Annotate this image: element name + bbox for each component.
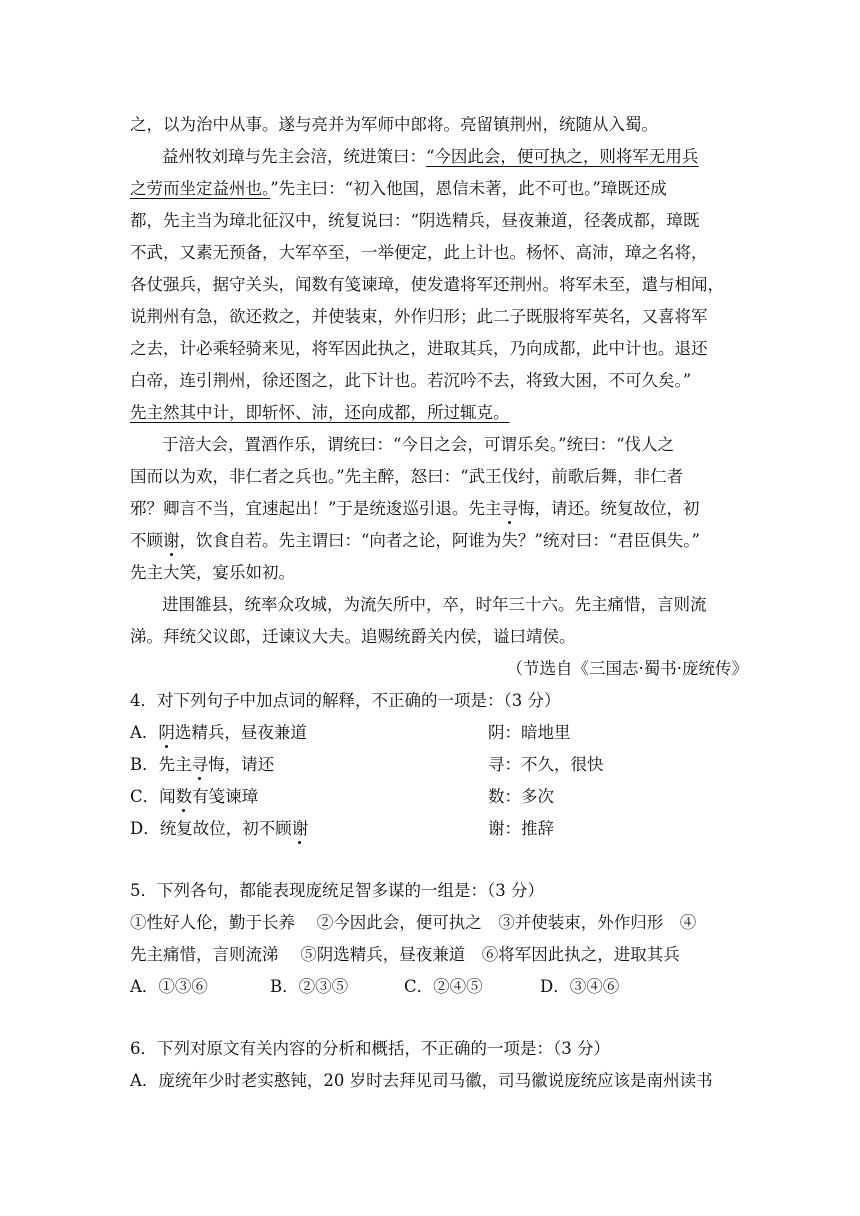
- text-line: 之，以为治中从事。遂与亮并为军师中郎将。亮留镇荆州，统随从入蜀。: [130, 115, 658, 134]
- option-label: A．: [130, 723, 159, 742]
- text-line: [130, 498, 730, 520]
- q5-items-line: ①性好人伦，勤于长养 ②今因此会，便可执之 ③并使装束，外作归形 ④: [130, 913, 697, 932]
- underlined-text: 之劳而坐定益州也。: [130, 179, 271, 198]
- text-span: 选精兵，昼夜兼道: [174, 723, 307, 742]
- q4-option-a: [130, 722, 730, 744]
- text-span: 统复故位，初不顾: [159, 819, 292, 838]
- text-line: [130, 530, 730, 552]
- text-span: 不顾: [130, 531, 163, 550]
- dotted-char: 阴: [158, 723, 175, 742]
- text-span: 益州牧刘璋与先主会涪，统进策曰：: [162, 147, 426, 166]
- option-explanation: 寻：不久，很快: [488, 755, 604, 774]
- option-explanation: 谢：推辞: [488, 819, 554, 838]
- text-line: 于涪大会，置酒作乐，谓统曰：“今日之会，可谓乐矣。”统曰：“伐人之: [162, 435, 675, 454]
- text-line: 先主大笑，宴乐如初。: [130, 563, 295, 582]
- option-label: B．: [130, 755, 159, 774]
- dotted-char: 谢: [163, 531, 180, 550]
- text-line: 不武，又素无预备，大军卒至，一举便定，此上计也。杨怀、高沛，璋之名将，: [130, 243, 708, 262]
- text-span: 先主: [158, 755, 192, 774]
- source-citation: （节选自《三国志·蜀书·庞统传》: [506, 659, 748, 678]
- text-line: 都，先主当为璋北征汉中，统复说曰：“阴选精兵，昼夜兼道，径袭成都，璋既: [130, 211, 700, 230]
- q4-option-b: [130, 754, 730, 776]
- dotted-char: 寻: [501, 499, 518, 518]
- question-6-stem: 6．下列对原文有关内容的分析和概括，不正确的一项是：（3 分）: [130, 1039, 610, 1058]
- dotted-char: 数: [175, 787, 193, 806]
- text-span: ”先主曰：“初入他国，恩信未著，此不可也。”璋既还成: [270, 179, 667, 198]
- dotted-char: 谢: [291, 819, 309, 838]
- text-line: 各仗强兵，据守关头，闻数有笺谏璋，使发遣将军还荆州。将军未至，遣与相闻，: [130, 275, 724, 294]
- text-line: [130, 178, 730, 200]
- question-5-stem: 5．下列各句，都能表现庞统足智多谋的一组是：（3 分）: [130, 881, 544, 900]
- option-label: C．: [130, 787, 160, 806]
- text-line: 之去，计必乘轻骑来见，将军因此执之，进取其兵，乃向成都，此中计也。退还: [130, 339, 708, 358]
- q5-items-line: 先主痛惜，言则流涕 ⑤阴选精兵，昼夜兼道 ⑥将军因此执之，进取其兵: [130, 945, 680, 964]
- text-line: [162, 146, 762, 168]
- text-line: [130, 402, 730, 424]
- text-span: 有笺谏璋: [192, 787, 259, 806]
- text-line: 进围雒县，统率众攻城，为流矢所中，卒，时年三十六。先主痛惜，言则流: [162, 595, 707, 614]
- text-line: 涕。拜统父议郎，迁谏议大夫。追赐统爵关内侯，谥曰靖侯。: [130, 627, 576, 646]
- underlined-text: “今因此会，便可执之，则将军无用兵: [426, 147, 699, 166]
- option-explanation: 数：多次: [488, 787, 554, 806]
- q4-option-c: [130, 786, 730, 808]
- option-label: D．: [130, 819, 160, 838]
- text-span: 邪？卿言不当，宜速起出！”于是统逡巡引退。先主: [130, 499, 502, 518]
- dotted-char: 寻: [191, 755, 209, 774]
- option-explanation: 阴：暗地里: [488, 723, 571, 742]
- q5-choice-b: B．②③⑤: [270, 977, 349, 996]
- q5-choice-a: A．①③⑥: [130, 977, 208, 996]
- q5-choice-c: C．②④⑤: [404, 977, 483, 996]
- q6-option-a: A．庞统年少时老实憨钝，20 岁时去拜见司马徽，司马徽说庞统应该是南州读书: [130, 1071, 713, 1090]
- text-span: 悔，请还。统复故位，初: [517, 499, 700, 518]
- q5-choice-d: D．③④⑥: [540, 977, 620, 996]
- text-line: 国而以为欢，非仁者之兵也。”先主醉，怒曰：“武王伐纣，前歌后舞，非仁者: [130, 467, 684, 486]
- text-line: 白帝，连引荆州，徐还图之，此下计也。若沉吟不去，将致大困，不可久矣。”: [130, 371, 692, 390]
- question-4-stem: 4．对下列句子中加点词的解释，不正确的一项是：（3 分）: [130, 691, 561, 710]
- text-span: 悔，请还: [208, 755, 275, 774]
- text-line: 说荆州有急，欲还救之，并使装束，外作归形；此二子既服将军英名，又喜将军: [130, 307, 708, 326]
- q4-option-d: [130, 818, 730, 840]
- underlined-text: 先主然其中计，即斩怀、沛，还向成都，所过辄克。: [130, 403, 510, 422]
- text-span: 闻: [159, 787, 176, 806]
- text-span: ，饮食自若。先主谓曰：“向者之论，阿谁为失？”统对曰：“君臣俱失。”: [179, 531, 700, 550]
